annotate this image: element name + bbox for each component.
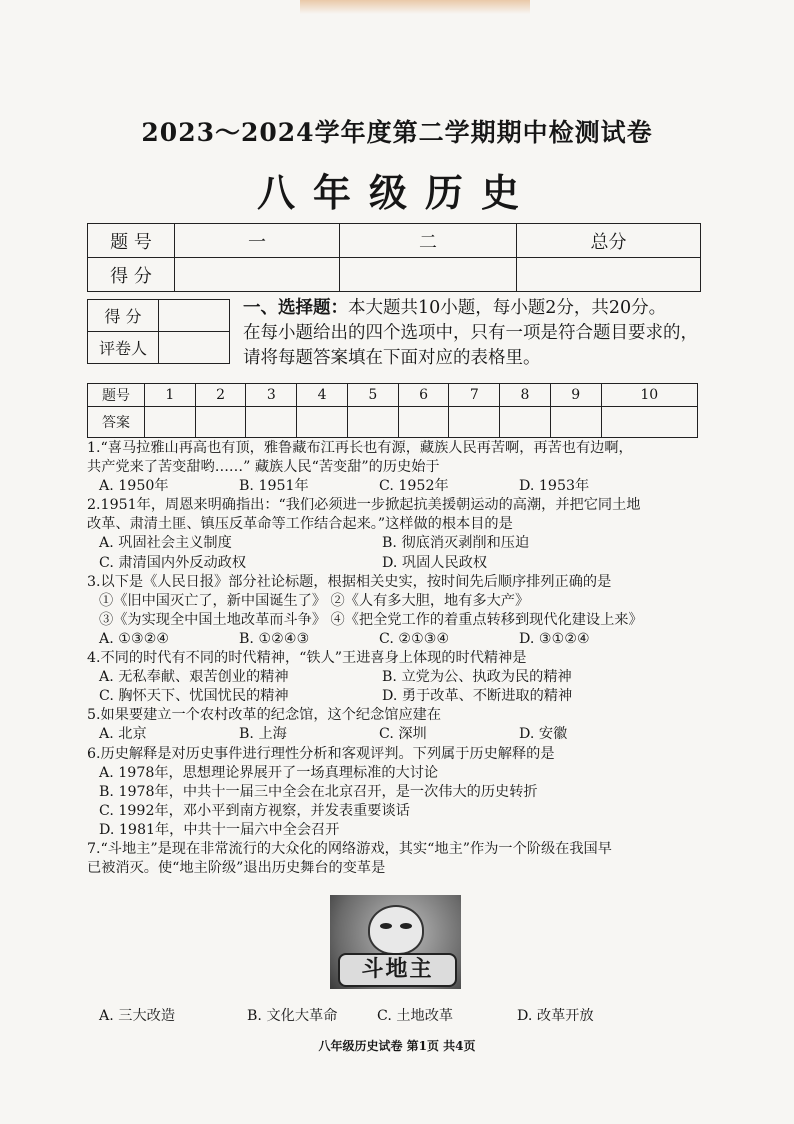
option-row [87, 725, 712, 744]
score-table [87, 223, 701, 292]
question-number-cell: 6 [398, 384, 449, 407]
answer-blank-cell[interactable] [449, 407, 500, 438]
grader-name-label: 评卷人 [88, 332, 159, 364]
grader-score-blank[interactable] [159, 300, 230, 332]
option: C. 1992年，邓小平到南方视察，并发表重要谈话 [99, 802, 410, 819]
option: B. 立党为公、执政为民的精神 [382, 669, 572, 686]
option-row [87, 477, 712, 496]
option: A. 三大改造 [99, 1008, 176, 1024]
answer-blank-cell[interactable] [246, 407, 297, 438]
question-number-cell: 4 [297, 384, 348, 407]
answer-blank-cell[interactable] [601, 407, 697, 438]
score-table-cell: 一 [175, 224, 340, 258]
question-text: 1.“喜马拉雅山再高也有顶，雅鲁藏布江再长也有源，藏族人民再苦啊，再苦也有边啊， [87, 440, 633, 456]
question-number-cell: 10 [601, 384, 697, 407]
cartoon-face-icon [368, 905, 424, 955]
score-table-cell: 题 号 [88, 224, 175, 258]
question-text: 2.1951年，周恩来明确指出：“我们必须进一步掀起抗美援朝运动的高潮，并把它同土地 [87, 497, 641, 514]
exam-title: 2023～2024学年度第二学期期中检测试卷 [141, 118, 653, 147]
option: D. 巩固人民政权 [382, 554, 488, 571]
option-row [87, 630, 712, 649]
option: C. 肃清国内外反动政权 [99, 554, 247, 571]
score-blank-cell[interactable] [517, 258, 701, 292]
question-text: 7.“斗地主”是现在非常流行的大众化的网络游戏，其实“地主”作为一个阶级在我国早 [87, 840, 612, 857]
option: B. 上海 [239, 726, 287, 743]
option: C. ②①③④ [379, 630, 450, 647]
question-text: 已被消灭。使“地主阶级”退出历史舞台的变革是 [87, 860, 386, 877]
question-number-cell: 3 [246, 384, 297, 407]
grader-name-blank[interactable] [159, 332, 230, 364]
doudizhu-game-image [330, 895, 461, 989]
score-blank-cell[interactable] [175, 258, 340, 292]
question-5 [87, 706, 712, 744]
option: D. ③①②④ [519, 630, 590, 647]
question-number-cell: 5 [347, 384, 398, 407]
answer-table-label: 答案 [88, 407, 145, 438]
option: B. 1951年 [239, 478, 309, 495]
question-text: 共产党来了苦变甜哟……” 藏族人民“苦变甜”的历史始于 [87, 459, 440, 476]
question-3 [87, 573, 712, 649]
grader-table [87, 299, 230, 364]
question-7 [87, 840, 712, 878]
option: C. 深圳 [379, 726, 427, 743]
option: B. ①②④③ [239, 630, 310, 647]
answer-table [87, 383, 698, 438]
section-1-heading [243, 296, 713, 371]
question-text: 3.以下是《人民日报》部分社论标题，根据相关史实，按时间先后顺序排列正确的是 [87, 573, 612, 590]
score-table-cell: 总分 [517, 224, 701, 258]
question-text: 4.不同的时代有不同的时代精神，“铁人”王进喜身上体现的时代精神是 [87, 650, 527, 667]
question-number-cell: 1 [145, 384, 196, 407]
answer-blank-cell[interactable] [550, 407, 601, 438]
section-1-line: 请将每题答案填在下面对应的表格里。 [243, 348, 541, 368]
section-1-line: 在每小题给出的四个选项中，只有一项是符合题目要求的， [243, 323, 698, 343]
option: D. 改革开放 [517, 1008, 594, 1024]
option: B. 彻底消灭剥削和压迫 [382, 535, 530, 552]
answer-blank-cell[interactable] [195, 407, 246, 438]
answer-blank-cell[interactable] [500, 407, 551, 438]
question-number-cell: 7 [449, 384, 500, 407]
option: C. 胸怀天下、忧国忧民的精神 [99, 688, 289, 705]
question-number-cell: 2 [195, 384, 246, 407]
answer-blank-cell[interactable] [297, 407, 348, 438]
answer-blank-cell[interactable] [398, 407, 449, 438]
option: A. 无私奉献、艰苦创业的精神 [99, 669, 289, 686]
option: D. 勇于改革、不断进取的精神 [382, 688, 573, 705]
answer-table-answer-row [88, 407, 698, 438]
option: A. 1978年，思想理论界展开了一场真理标准的大讨论 [99, 764, 439, 781]
page-footer: 八年级历史试卷 第1页 共4页 [318, 1039, 476, 1053]
question-items: ①《旧中国灭亡了，新中国诞生了》 ②《人有多大胆，地有多大产》 [99, 592, 530, 609]
score-table-cell: 得 分 [88, 258, 175, 292]
option-row [87, 687, 712, 706]
question-text: 6.历史解释是对历史事件进行理性分析和客观评判。下列属于历史解释的是 [87, 745, 555, 762]
question-text: 5.如果要建立一个农村改革的纪念馆，这个纪念馆应建在 [87, 707, 442, 724]
eye-icon [380, 923, 392, 929]
option: A. ①③②④ [99, 630, 170, 647]
section-1-line: 本大题共10小题，每小题2分，共20分。 [348, 298, 667, 318]
scan-smudge [300, 0, 530, 14]
score-table-score-row [88, 258, 701, 292]
question-text: 改革、肃清土匪、镇压反革命等工作结合起来。”这样做的根本目的是 [87, 516, 513, 533]
option-row [87, 668, 712, 687]
option: D. 1981年，中共十一届六中全会召开 [99, 821, 340, 838]
eye-icon [400, 923, 412, 929]
question-4 [87, 649, 712, 706]
question-items: ③《为实现全中国土地改革而斗争》 ④《把全党工作的着重点转移到现代化建设上来》 [99, 611, 643, 628]
option: C. 土地改革 [377, 1008, 454, 1024]
answer-table-number-row [88, 384, 698, 407]
option: B. 1978年，中共十一届三中全会在北京召开，是一次伟大的历史转折 [99, 783, 538, 800]
option: A. 北京 [99, 726, 147, 743]
option: C. 1952年 [379, 478, 449, 495]
option-row [87, 534, 712, 553]
question-number-cell: 8 [500, 384, 551, 407]
answer-blank-cell[interactable] [347, 407, 398, 438]
answer-table-label: 题号 [88, 384, 145, 407]
score-table-cell: 二 [340, 224, 517, 258]
option: A. 巩固社会主义制度 [99, 535, 232, 552]
option: D. 安徽 [519, 726, 568, 743]
score-blank-cell[interactable] [340, 258, 517, 292]
question-2 [87, 496, 712, 572]
question-1 [87, 439, 712, 496]
option-row [87, 554, 712, 573]
answer-blank-cell[interactable] [145, 407, 196, 438]
question-6 [87, 745, 712, 840]
score-table-header-row [88, 224, 701, 258]
option: A. 1950年 [99, 478, 169, 495]
subject-title: 八年级历史 [256, 170, 537, 215]
option-row [99, 1005, 699, 1025]
section-1-lead: 一、选择题： [243, 298, 348, 318]
option: D. 1953年 [519, 478, 590, 495]
grader-score-label: 得 分 [88, 300, 159, 332]
question-list [87, 439, 712, 878]
question-number-cell: 9 [550, 384, 601, 407]
game-logo-text: 斗地主 [338, 953, 457, 987]
option: B. 文化大革命 [247, 1008, 338, 1024]
